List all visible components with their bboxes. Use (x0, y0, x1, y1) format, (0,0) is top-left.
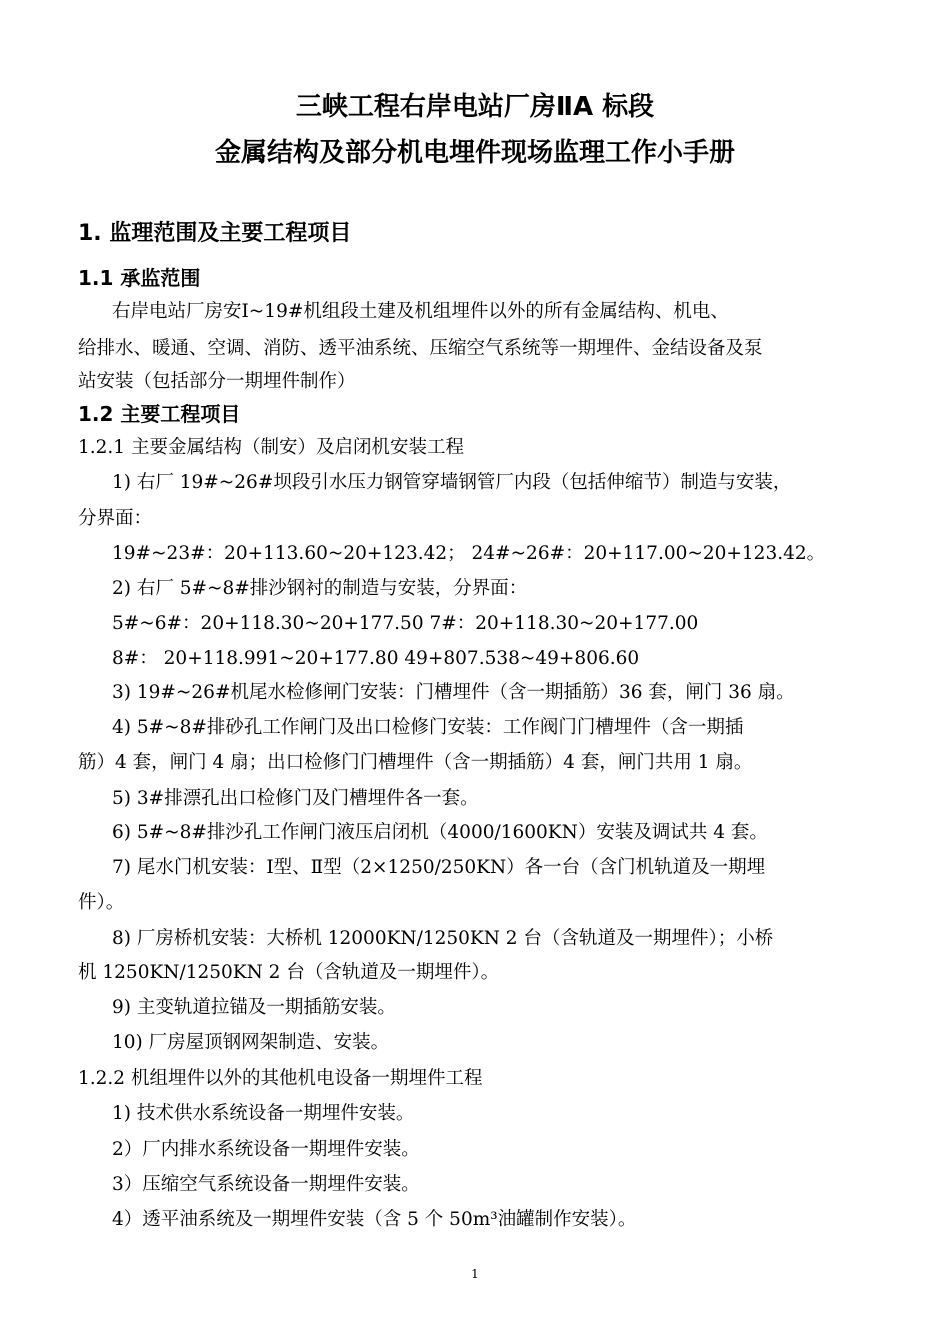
scope-line: 右岸电站厂房安Ⅰ~19#机组段土建及机组埋件以外的所有金属结构、机电、 (112, 301, 729, 322)
section-1-2-2-heading: 1.2.2 机组埋件以外的其他机电设备一期埋件工程 (78, 1068, 483, 1089)
item-line: 19#~23#：20+113.60~20+123.42； 24#~26#：20+117.00~20+123.42。 (112, 543, 826, 564)
item-line: 5) 3#排漂孔出口检修门及门槽埋件各一套。 (112, 788, 479, 809)
title-line-2: 金属结构及部分机电埋件现场监理工作小手册 (214, 138, 735, 168)
item-line: 筋）4 套，闸门 4 扇；出口检修门门槽埋件（含一期插筋）4 套，闸门共用 1 扇。 (78, 752, 753, 773)
section-1-1-heading: 1.1 承监范围 (78, 266, 201, 290)
item-line: 3）压缩空气系统设备一期埋件安装。 (112, 1174, 420, 1195)
item-line: 机 1250KN/1250KN 2 台（含轨道及一期埋件）。 (78, 962, 500, 983)
item-line: 5#~6#：20+118.30~20+177.50 7#：20+118.30~20+177.00 (112, 613, 699, 634)
item-line: 件）。 (78, 892, 125, 913)
section-1-2-1-heading: 1.2.1 主要金属结构（制安）及启闭机安装工程 (78, 437, 464, 458)
item-line: 1) 右厂 19#~26#坝段引水压力钢管穿墙钢管厂内段（包括伸缩节）制造与安装， (112, 472, 792, 493)
item-line: 7) 尾水门机安装：Ⅰ型、Ⅱ型（2×1250/250KN）各一台（含门机轨道及一期埋 (112, 857, 766, 878)
item-line: 2）厂内排水系统设备一期埋件安装。 (112, 1139, 420, 1160)
item-line: 1) 技术供水系统设备一期埋件安装。 (112, 1103, 415, 1124)
item-line: 分界面： (78, 508, 153, 529)
item-line: 10) 厂房屋顶钢网架制造、安装。 (112, 1032, 390, 1053)
item-line: 6) 5#~8#排沙孔工作闸门液压启闭机（4000/1600KN）安装及调试共 4 套。 (112, 822, 768, 843)
section-1-2-heading: 1.2 主要工程项目 (78, 402, 241, 426)
item-line: 4) 5#~8#排砂孔工作闸门及出口检修门安装：工作阀门门槽埋件（含一期插 (112, 717, 744, 738)
item-line: 9) 主变轨道拉锚及一期插筋安装。 (112, 997, 396, 1018)
item-line: 3) 19#~26#机尾水检修闸门安装：门槽埋件（含一期插筋）36 套，闸门 36 扇。 (112, 682, 795, 703)
title-line-1: 三峡工程右岸电站厂房ⅡA 标段 (295, 92, 655, 122)
item-line: 8) 厂房桥机安装：大桥机 12000KN/1250KN 2 台（含轨道及一期埋件）；小桥 (112, 928, 774, 949)
page-number: 1 (471, 1267, 479, 1281)
item-line: 8#： 20+118.991~20+177.80 49+807.538~49+806.60 (112, 648, 640, 669)
scope-line: 站安装（包括部分一期埋件制作） (78, 371, 356, 392)
scope-line: 给排水、暖通、空调、消防、透平油系统、压缩空气系统等一期埋件、金结设备及泵 (78, 338, 763, 359)
item-line: 4）透平油系统及一期埋件安装（含 5 个 50m³油罐制作安装）。 (112, 1209, 637, 1230)
section-1-heading: 1. 监理范围及主要工程项目 (78, 221, 352, 246)
item-line: 2) 右厂 5#~8#排沙钢衬的制造与安装，分界面： (112, 578, 528, 599)
